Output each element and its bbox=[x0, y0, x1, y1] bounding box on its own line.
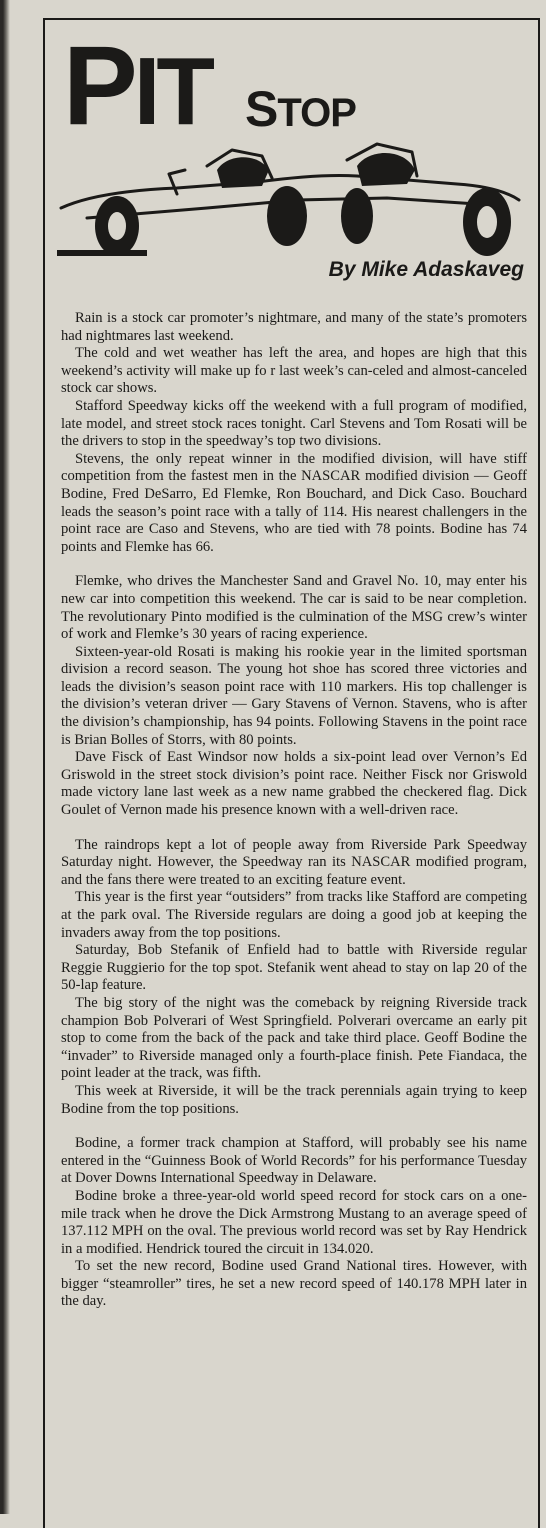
article-paragraph: Dave Fisck of East Windsor now holds a six-point lead over Vernon’s Ed Griswold in the street stock division’s point race. Neither Fisck nor Griswold made victory lane last week as a new name grabbed the checkered flag. Dick Goulet of Vernon made his presence known with a well-driven race. bbox=[61, 749, 527, 819]
article-paragraph: Saturday, Bob Stefanik of Enfield had to battle with Riverside regular Reggie Ruggierio for the top spot. Stefanik went ahead to stay on lap 20 of the 50-lap feature. bbox=[61, 942, 527, 994]
column-masthead bbox=[45, 20, 538, 320]
title-letter-s: S bbox=[245, 81, 278, 137]
article-paragraph: Bodine, a former track champion at Stafford, will probably see his name entered in the “Guinness Book of World Records” for his performance Tuesday at Dover Downs International Speedway in Delaware. bbox=[61, 1135, 527, 1187]
article-paragraph: Rain is a stock car promoter’s nightmare, and many of the state’s promoters had nightmares last weekend. bbox=[61, 310, 527, 344]
title-letter-p: P bbox=[63, 23, 134, 148]
article-body bbox=[61, 310, 527, 1311]
article-paragraph: Sixteen-year-old Rosati is making his rookie year in the limited sportsman division a record season. The young hot shoe has scored three victories and leads the division’s season point race with 110 markers. His top challenger is the division’s veteran driver — Gary Stavens of Vernon. Stavens, who is after the division’s championship, has 94 points. Following Stavens in the point race is Brian Bolles of Storrs, with 80 points. bbox=[61, 643, 527, 748]
page-binding-edge bbox=[0, 0, 10, 1514]
title-letters-op: OP bbox=[300, 91, 356, 135]
race-car-illustration bbox=[57, 130, 527, 270]
column-title-pit bbox=[63, 23, 212, 148]
article-paragraph: Bodine broke a three-year-old world speed record for stock cars on a one-mile track when he drove the Dick Armstrong Mustang to an average speed of 137.112 MPH on the oval. The previous world record was set by Ray Hendrick in a modified. Hendrick toured the circuit in 134.020. bbox=[61, 1187, 527, 1257]
article-paragraph: The big story of the night was the comeback by reigning Riverside track champion Bob Polverari of West Springfield. Polverari overcame an early pit stop to come from the back of the pack and take third place. Geoff Bodine the “invader” to Riverside managed only a fourth-place finish. Pete Fiandaca, the point leader at the track, was fifth. bbox=[61, 994, 527, 1082]
article-paragraph: The cold and wet weather has left the area, and hopes are high that this weekend’s activity will make up fo r last week’s can-celed and almost-canceled stock car shows. bbox=[61, 345, 527, 397]
title-letter-t: T bbox=[277, 91, 301, 135]
byline: By Mike Adaskaveg bbox=[328, 258, 524, 281]
article-paragraph: This week at Riverside, it will be the track perennials again trying to keep Bodine from the top positions. bbox=[61, 1082, 527, 1117]
column-frame bbox=[43, 18, 540, 1528]
title-letters-it: IT bbox=[133, 38, 212, 145]
article-paragraph: Stevens, the only repeat winner in the modified division, will have stiff competition from the fastest men in the NASCAR modified division — Geoff Bodine, Fred DeSarro, Ed Flemke, Ron Bouchard, and Dick Caso. Bouchard leads the season’s point race with a tally of 114. His nearest challengers in the point race are Caso and Stevens, who are tied with 78 points. Bodine has 74 points and Flemke has 66. bbox=[61, 450, 527, 555]
article-paragraph: This year is the first year “outsiders” from tracks like Stafford are competing at the park oval. The Riverside regulars are doing a good job at keeping the invaders away from the top positions. bbox=[61, 889, 527, 941]
article-paragraph: The raindrops kept a lot of people away from Riverside Park Speedway Saturday night. However, the Speedway ran its NASCAR modified program, and the fans there were treated to an exciting feature event. bbox=[61, 836, 527, 888]
article-paragraph: To set the new record, Bodine used Grand National tires. However, with bigger “steamroller” tires, he set a new record speed of 140.178 MPH later in the day. bbox=[61, 1258, 527, 1310]
article-paragraph: Stafford Speedway kicks off the weekend with a full program of modified, late model, and street stock races tonight. Carl Stevens and Tom Rosati will be the drivers to stop in the speedway’s top two divisions. bbox=[61, 397, 527, 450]
article-paragraph: Flemke, who drives the Manchester Sand and Gravel No. 10, may enter his new car into competition this weekend. The car is said to be near completion. The revolutionary Pinto modified is the culmination of the MSG crew’s winter of work and Flemke’s 30 years of racing experience. bbox=[61, 573, 527, 643]
